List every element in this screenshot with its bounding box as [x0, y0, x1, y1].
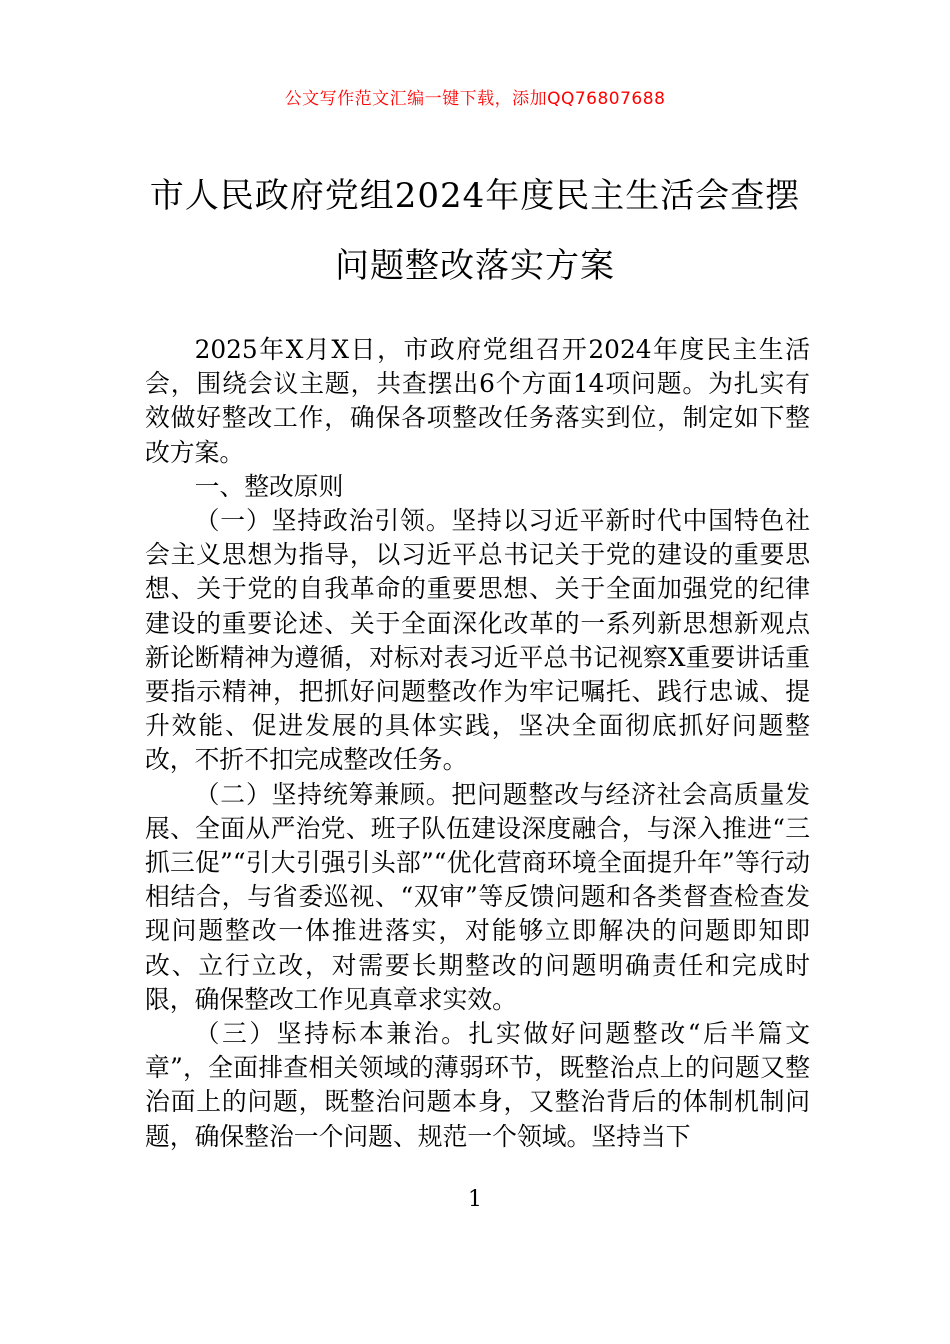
principle-paragraph-2: （二）坚持统筹兼顾。把问题整改与经济社会高质量发展、全面从严治党、班子队伍建设深度融合，与深入推进“三抓三促”“引大引强引头部”“优化营商环境全面提升年”等行动相结合，与省委巡视、“双审”等反馈问题和各类督查检查发现问题整改一体推进落实，对能够立即解决的问题即知即改、立行立改，对需要长期整改的问题明确责任和完成时限，确保整改工作见真章求实效。	[145, 779, 810, 1014]
principle-paragraph-1: （一）坚持政治引领。坚持以习近平新时代中国特色社会主义思想为指导，以习近平总书记关于党的建设的重要思想、关于党的自我革命的重要思想、关于全面加强党的纪律建设的重要论述、关于全面深化改革的一系列新思想新观点新论断精神为遵循，对标对表习近平总书记视察X重要讲话重要指示精神，把抓好问题整改作为牢记嘱托、践行忠诚、提升效能、促进发展的具体实践，坚决全面彻底抓好问题整改，不折不扣完成整改任务。	[145, 506, 810, 775]
intro-paragraph: 2025年X月X日，市政府党组召开2024年度民主生活会，围绕会议主题，共查摆出6个方面14项问题。为扎实有效做好整改工作，确保各项整改任务落实到位，制定如下整改方案。	[145, 335, 810, 467]
document-body	[145, 333, 810, 1154]
section-heading-principles: 一、整改原则	[194, 471, 344, 501]
document-title-line-1: 市人民政府党组2024年度民主生活会查摆	[149, 176, 801, 216]
page-number: 1	[468, 1187, 482, 1212]
document-title-line-2: 问题整改落实方案	[335, 246, 615, 286]
download-promo-note: 公文写作范文汇编一键下载，添加QQ76807688	[284, 89, 666, 109]
principle-paragraph-3: （三）坚持标本兼治。扎实做好问题整改“后半篇文章”，全面排查相关领域的薄弱环节，既整治点上的问题又整治面上的问题，既整治问题本身，又整治背后的体制机制问题，确保整治一个问题、规范一个领域。坚持当下	[145, 1019, 810, 1151]
